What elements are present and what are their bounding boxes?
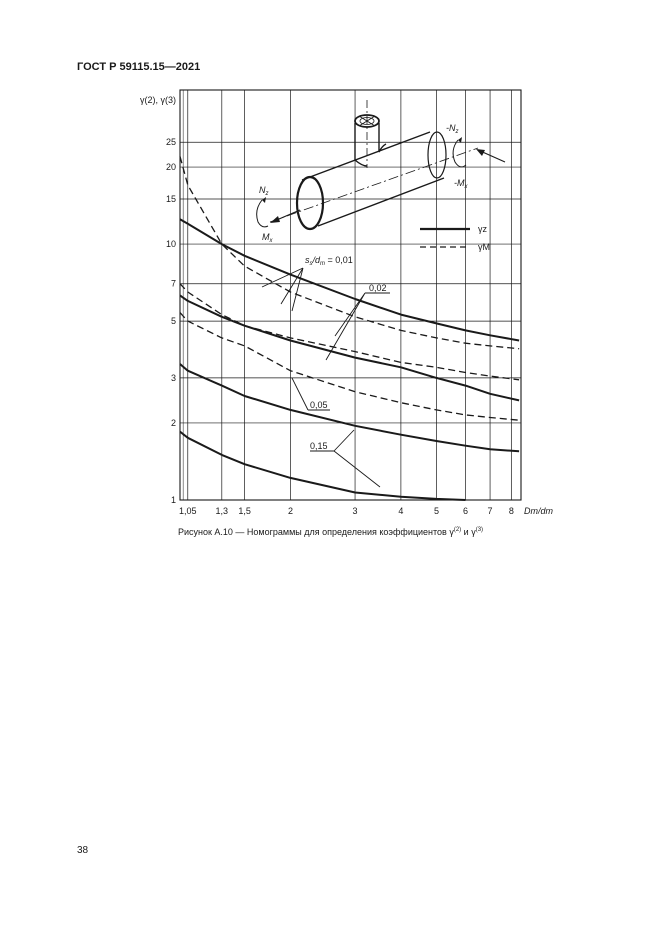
label-nz: $N_z$ xyxy=(259,185,269,197)
annotation-0-02: 0,02 xyxy=(369,283,387,293)
annotation-0-15: 0,15 xyxy=(310,441,328,451)
label-minus-mx: $-M_x$ xyxy=(454,178,468,190)
label-minus-nz: $-N_z$ xyxy=(446,123,459,135)
y-tick-label: 20 xyxy=(165,162,176,173)
chart-grid xyxy=(180,90,521,500)
x-tick-label: 4 xyxy=(398,506,404,516)
y-tick-label: 2 xyxy=(170,417,176,428)
y-tick-label: 25 xyxy=(165,137,176,148)
series-line-0-05-gm xyxy=(180,313,519,421)
x-tick-label: 8 xyxy=(508,506,514,516)
pipe-tee-diagram xyxy=(257,100,505,229)
moment-arc-right xyxy=(453,140,466,167)
x-tick-label: 6 xyxy=(462,506,469,516)
x-tick-label: 3 xyxy=(352,506,358,516)
y-tick-label: 5 xyxy=(170,316,176,327)
series-line-0-02-gz xyxy=(180,295,519,400)
y-tick-label: 7 xyxy=(170,278,176,289)
moment-arc-left xyxy=(257,200,268,227)
x-tick-label: 7 xyxy=(487,506,493,516)
legend-label-gz: γz xyxy=(478,224,487,234)
chart-legend xyxy=(420,224,490,252)
main-pipe-left-end xyxy=(297,177,323,229)
label-mx: $M_x$ xyxy=(262,232,273,244)
figure-caption: Рисунок А.10 — Номограммы для определения коэффициентов $\gamma^{(2)}$ и $\gamma^{(3)}$ xyxy=(177,527,484,537)
y-axis-title: γ(2), γ(3) xyxy=(140,95,176,105)
plot-frame xyxy=(180,90,521,500)
legend-label-gm: γM xyxy=(478,242,490,252)
annotation-0-01: $s_s/d_m = 0,01$ xyxy=(305,255,353,267)
series-line-0-05-gz xyxy=(180,364,519,451)
y-tick-label: 10 xyxy=(165,239,176,250)
branch-pipe-body xyxy=(355,123,386,166)
x-tick-label: 5 xyxy=(433,506,439,516)
x-axis-title: Dm/dm xyxy=(524,506,553,516)
series-line-0-01-gz xyxy=(180,219,519,340)
page-number: 38 xyxy=(77,845,89,856)
document-header: ГОСТ Р 59115.15—2021 xyxy=(77,61,201,73)
chart-series xyxy=(180,156,519,500)
y-tick-label: 15 xyxy=(165,194,176,205)
chart-annotations xyxy=(262,268,390,487)
x-tick-label: 1,05 xyxy=(179,506,197,516)
chart-axes xyxy=(140,95,554,516)
y-tick-label: 3 xyxy=(170,372,176,383)
annotation-0-05: 0,05 xyxy=(310,400,328,410)
x-tick-label: 1,5 xyxy=(238,506,251,516)
x-tick-label: 2 xyxy=(287,506,293,516)
y-tick-label: 1 xyxy=(170,495,176,505)
x-tick-label: 1,3 xyxy=(215,506,229,516)
main-pipe-right-end xyxy=(428,132,446,178)
